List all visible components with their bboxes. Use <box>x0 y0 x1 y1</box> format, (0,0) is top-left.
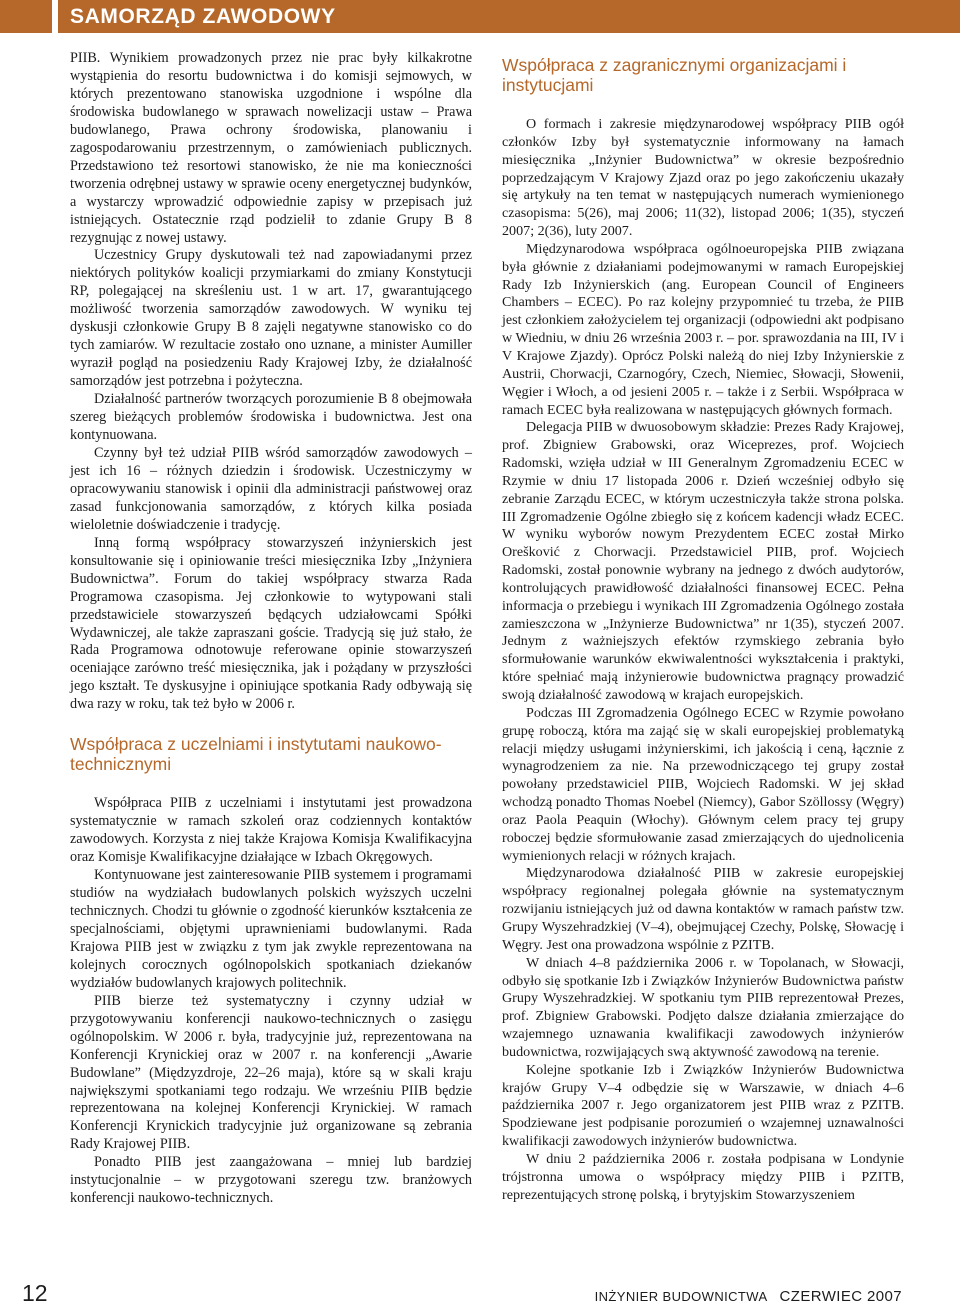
paragraph: Inną formą współpracy stowarzyszeń inżynierskich jest konsultowanie się i opiniowanie treści miesięcznika Izby „Inżyniera Budownictwa”. Forum do takiej współpracy stwarza Rada Programowa czasopisma. Jej członkowie to wytypowani stali przedstawiciele stowarzyszeń będących udziałowcami Spółki Wydawniczej, ale także zapraszani goście. Tradycją się już stało, że Rada Programowa odnotowuje referowane opinie stowarzyszeń oceniające zarówno treść miesięcznika, jak i pożądany w przyszłości jego kształt. Te dyskusyjne i opiniujące spotkania Rady odbywają się dwa razy w roku, tak też było w 2006 r. <box>70 534 472 713</box>
paragraph: Czynny był też udział PIIB wśród samorządów zawodowych – jest ich 16 – różnych dziedzin i środowisk. Uczestniczymy w opracowywaniu stanowisk i opinii dla administracji państwowej oraz zasad funkcjonowania samorządów, z których kilka posiada wieloletnie doświadczenie i tradycję. <box>70 444 472 533</box>
paragraph: Delegacja PIIB w dwuosobowym składzie: Prezes Rady Krajowej, prof. Zbigniew Grabowski, oraz Wiceprezes, prof. Wojciech Radomski, wzięła udział w III Generalnym Zgromadzeniu ECEC w Rzymie w dniu 17 listopada 2006 r. Dzień wcześniej odbyło się zebranie Zarządu ECEC, w którym uczestniczyła także strona polska. III Zgromadzenie Ogólne zbiegło się z końcem kadencji władz ECEC. W wyniku wyborów nowym Prezydentem ECEC został Mirko Orešković z Chorwacji. Przedstawiciel PIIB, prof. Wojciech Radomski, został ponownie wybrany na jednego z dwóch audytorów, kontrolujących prawidłowość działalności finansowej ECEC. Pełna informacja o przebiegu i wynikach III Zgromadzenia Ogólnego została zamieszczona w „Inżynierze Budownictwa” nr 1(35), styczeń 2007. Jednym z ważniejszych efektów rzymskiego zebrania było sformułowanie warunków ekwiwalentności wykształcenia i praktyki, które spełniać mają inżynierowie budownictwa pragnący prowadzić swoją działalność zawodową w krajach europejskich. <box>502 419 904 703</box>
sidebar-tab <box>0 0 52 33</box>
section-heading-international: Współpraca z zagranicznymi organizacjami i instytucjami <box>502 55 847 95</box>
paragraph: O formach i zakresie międzynarodowej współpracy PIIB ogół członków Izby był systematycznie informowany na łamach miesięcznika „Inżynier Budownictwa” w okresie bezpośrednio poprzedzającym V Krajowy Zjazd oraz po jego zakończeniu ukazały się artykuły na ten temat w następujących numerach wymienionego czasopisma: 5(26), maj 2006; 11(32), listopad 2006; 1(35), styczeń 2007; 2(36), luty 2007. <box>502 116 904 240</box>
paragraph: Uczestnicy Grupy dyskutowali też nad zapowiadanymi przez niektórych polityków koalicji przymiarkami do zmiany Konstytucji RP, polegającej na skreśleniu ust. 1 w art. 17, gwarantującego możliwość tworzenia samorządów zawodowych. W wyniku tej dyskusji członkowie Grupy B 8 zajęli negatywne stanowisko co do tych zamiarów. W rezultacie zostało ono uznane, a minister Aumiller wyraził pogląd na posiedzeniu Rady Krajowej Izby, że działalność samorządów jest potrzebna i pożyteczna. <box>70 247 472 390</box>
paragraph: Międzynarodowa działalność PIIB w zakresie europejskiej współpracy regionalnej polegała głównie na systematycznym rozwijaniu istniejących już od dawna kontaktów w ramach państw tzw. Grupy Wyszehradzkiej (V–4), obejmującej Czechy, Polskę, Słowację i Węgry. Jest ona prowadzona wspólnie z PZITB. <box>502 865 904 953</box>
paragraph: Współpraca PIIB z uczelniami i instytutami jest prowadzona systematycznie w ramach szkoleń oraz codziennych kontaktów zawodowych. Korzysta z niej także Krajowa Komisja Kwalifikacyjna oraz Komisje Kwalifikacyjne działające w Izbach Okręgowych. <box>70 795 472 866</box>
page-number: 12 <box>22 1280 48 1306</box>
magazine-name: INŻYNIER BUDOWNICTWA <box>594 1289 768 1304</box>
paragraph: Kontynuowane jest zainteresowanie PIIB systemem i programami studiów na wydziałach budowlanych polskich wyższych uczelni technicznych. Chodzi tu głównie o zgodność kierunków kształcenia ze specjalnościami, objętymi uprawnieniami budowlanymi. Rada Krajowa PIIB jest w związku z tym jak zwykle reprezentowana na kolejnych corocznych ogólnopolskich spotkaniach dziekanów wydziałów budowlanych krajowych politechnik. <box>70 867 472 991</box>
section-title: SAMORZĄD ZAWODOWY <box>70 5 336 28</box>
section-header <box>58 0 960 33</box>
right-column <box>502 55 904 1204</box>
paragraph: Działalność partnerów tworzących porozumienie B 8 obejmowała szereg bieżących problemów środowiska i budownictwa. Jest ona kontynuowana. <box>70 391 472 444</box>
paragraph: PIIB. Wynikiem prowadzonych przez nie prac były kilkakrotne wystąpienia do resortu budownictwa i do komisji sejmowych, w których prezentowano stanowiska uzgodnione i wspólne dla środowiska budowlanego w sprawach nowelizacji ustaw – Prawa budowlanego, Prawa ochrony środowiska, planowaniu i zagospodarowaniu przestrzennym, o zamówieniach publicznych. Przedstawiono też resortowi stanowisko, że nie ma konieczności tworzenia odrębnej ustawy w sprawie oceny energetycznej budynków, a wystarczy wprowadzić odpowiednie zapisy w przepisach już istniejących. Ostatecznie rząd podzielił to zdanie Grupy B 8 rezygnując z nowej ustawy. <box>70 50 472 246</box>
footer <box>595 1288 902 1305</box>
paragraph: Kolejne spotkanie Izb i Związków Inżynierów Budownictwa krajów Grupy V–4 odbędzie się w Warszawie, w dniach 4–6 października 2007 r. Jego organizatorem jest PIIB wraz z PZITB. Spodziewane jest podpisanie porozumień o wzajemnej uznawalności kwalifikacji zawodowych inżynierów budownictwa. <box>502 1061 904 1150</box>
left-column <box>70 50 472 1208</box>
issue-date: CZERWIEC 2007 <box>779 1288 902 1305</box>
paragraph: Podczas III Zgromadzenia Ogólnego ECEC w Rzymie powołano grupę roboczą, która ma zająć się w skali europejskiej problematyką relacji między usługami inżynierskimi, ich jakością i ceną, łącznie z wynagrodzeniem za nie. Na przewodniczącego tej grupy został powołany przedstawiciel PIIB, Wojciech Radomski. W jej skład wchodzą ponadto Thomas Noebel (Niemcy), Gabor Szöllossy (Węgry) oraz Paola Peaquin (Włochy). Głównym celem pracy tej grupy roboczej będzie sformułowanie zasad zmierzających do ujednolicenia wymienionych relacji w różnych krajach. <box>502 704 904 864</box>
section-heading-universities: Współpraca z uczelniami i instytutami naukowo-technicznymi <box>70 734 442 775</box>
paragraph: Międzynarodowa współpraca ogólnoeuropejska PIIB związana była głównie z działaniami podejmowanymi w ramach Europejskiej Rady Izb Inżynierskich (ang. European Council of Engineers Chambers – ECEC). Po raz kolejny przypomnieć tu trzeba, że PIIB jest członkiem założycielem tej organizacji (odpowiedni akt podpisano w Wiedniu, w dniu 26 września 2003 r. – por. sprawozdania na III, IV i V Krajowe Zjazdy). Oprócz Polski należą do niej Izby Inżynierskie z Austrii, Chorwacji, Czarnogóry, Czech, Niemiec, Słowacji, Słowenii, Węgier i Włoch, a od jesieni 2005 r. – także i z Serbii. Współpraca w ramach ECEC była realizowana w następujących głównych formach. <box>502 240 904 418</box>
paragraph: W dniach 4–8 października 2006 r. w Topolanach, w Słowacji, odbyło się spotkanie Izb i Związków Inżynierów Budownictwa państw Grupy Wyszehradzkiej. W spotkaniu tym PIIB reprezentował Prezes, prof. Zbigniew Grabowski. Podjęto dalsze działania zmierzające do wzajemnego uznawania kwalifikacji zawodowych inżynierów budownictwa, rozwijających swą aktywność zawodową na terenie. <box>502 954 904 1060</box>
paragraph: W dniu 2 października 2006 r. została podpisana w Londynie trójstronna umowa o współpracy między PIIB i PZITB, reprezentujących stronę polską, i brytyjskim Stowarzyszeniem <box>502 1150 904 1203</box>
paragraph: Ponadto PIIB jest zaangażowana – mniej lub bardziej instytucjonalnie – w przygotowani szeregu tzw. branżowych konferencji naukowo-technicznych. <box>70 1154 472 1207</box>
paragraph: PIIB bierze też systematyczny i czynny udział w przygotowywaniu konferencji naukowo-technicznych o zasięgu ogólnopolskim. W 2006 r. była, tradycyjnie już, reprezentowana na Konferencji Krynickiej oraz w 2007 r. na konferencji „Awarie Budowlane” (Międzyzdroje, 22–26 maja), które są w skali kraju największymi spotkaniami tego rodzaju. We wrześniu PIIB będzie reprezentowana na kolejnej Konferencji Krynickiej. W ramach Konferencji Krynickich tradycyjnie już organizowane są zebrania Rady Krajowej PIIB. <box>70 992 472 1153</box>
